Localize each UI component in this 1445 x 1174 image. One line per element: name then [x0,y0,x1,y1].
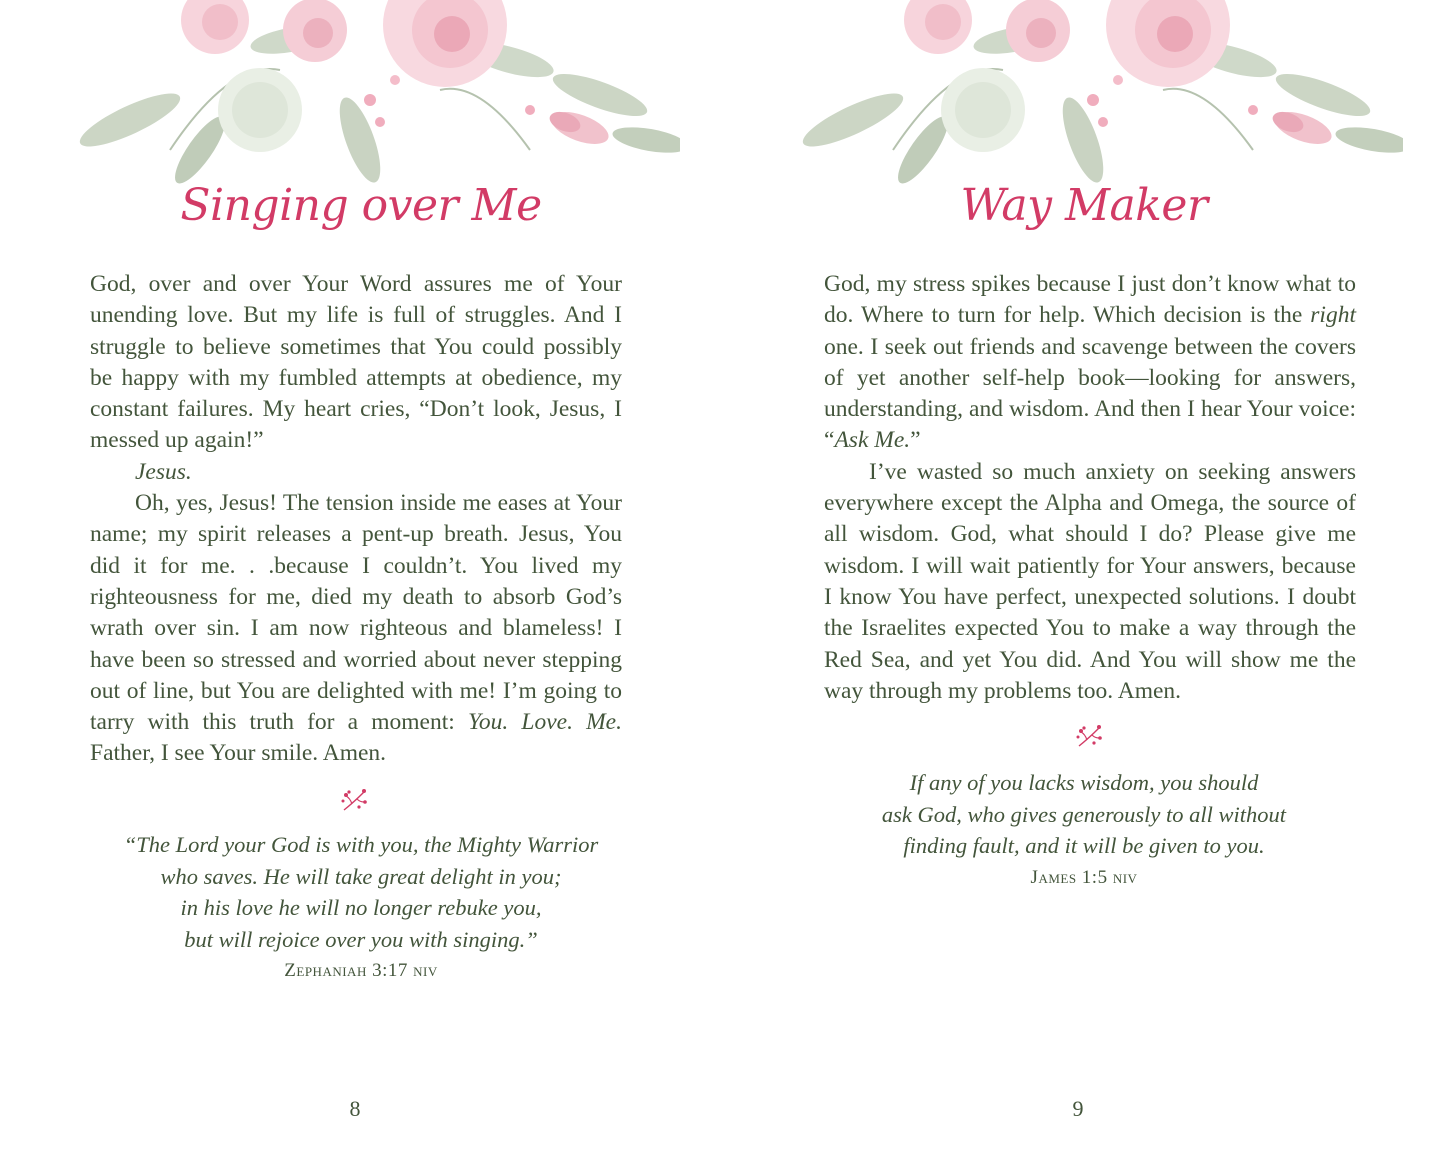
text-run: I’ve wasted so much anxiety on seeking answers everywhere except the Alpha and Omega, the source of all wisdom. God, what should I do? Please give me wisdom. I will wait patiently for Your answers, because I know You have perfect, unexpected solutions. I doubt the Israelites expected You to make a way through the Red Sea, and yet You did. And You will show me the way through my problems too. Amen. [824,458,1356,704]
text-run: Father, I see Your smile. Amen. [90,740,387,767]
left-page [0,0,722,1174]
paragraph [824,457,1356,707]
verse-line: If any of you lacks wisdom, you should [909,770,1259,795]
floral-sprig-icon [1075,722,1103,750]
emphasis-text: right [1310,302,1356,329]
devotion-body [824,269,1356,707]
text-run: God, over and over Your Word assures me of Your unending love. But my life is full of struggles. And I struggle to believe sometimes that You could possibly be happy with my fumbled attempts at obedience, my constant failures. My heart cries, “Don’t look, Jesus, I messed up again!” [90,271,622,454]
paragraph [90,457,622,488]
watercolor-flowers-illustration [60,0,680,190]
page-title: Way Maker [960,180,1208,231]
scripture-quote [723,767,1445,893]
paragraph [824,269,1356,457]
emphasis-text: Ask Me. [834,427,911,454]
right-page [723,0,1445,1174]
devotion-body [90,269,622,770]
emphasis-text: You. Love. Me. [467,709,622,736]
paragraph [90,488,622,770]
emphasis-text: Jesus. [135,458,192,485]
page-title: Singing over Me [180,180,542,231]
text-run: one. I seek out friends and scavenge between the covers of yet another self-help book—looking for answers, understanding, and wisdom. And then I hear Your voice: “ [824,333,1356,454]
scripture-quote [0,829,722,987]
verse-reference: Zephaniah 3:17 niv [284,960,438,981]
page-number: 9 [1072,1096,1084,1121]
text-run: Oh, yes, Jesus! The tension inside me eases at Your name; my spirit releases a pent-up breath. Jesus, You did it for me. . .because I couldn’t. You lived my righteousness for me, died my death to absorb God’s wrath over sin. I am now righteous and blameless! I have been so stressed and worried about never stepping out of line, but You are delighted with me! I’m going to tarry with this truth for a moment: [90,490,622,736]
verse-line: but will rejoice over you with singing.” [184,926,538,952]
paragraph [90,269,622,457]
text-run: God, my stress spikes because I just don’t know what to do. Where to turn for help. Which decision is the [824,271,1356,329]
watercolor-flowers-illustration [783,0,1403,190]
text-run: ” [910,427,921,454]
verse-line: finding fault, and it will be given to you. [903,833,1265,858]
verse-line: ask God, who gives generously to all without [881,801,1287,827]
verse-line: “The Lord your God is with you, the Mighty Warrior [123,832,599,857]
verse-reference: James 1:5 niv [1030,866,1138,888]
page-number: 8 [349,1096,361,1121]
floral-sprig-icon [340,786,368,814]
verse-line: who saves. He will take great delight in you; [160,863,562,889]
verse-line: in his love he will no longer rebuke you, [180,895,542,920]
